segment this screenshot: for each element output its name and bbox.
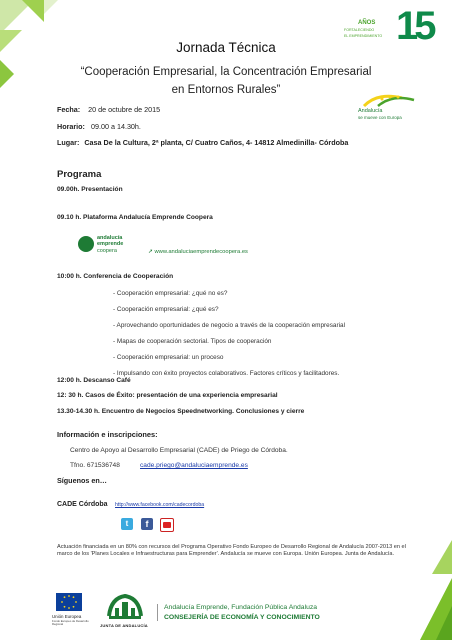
contact-phone: Tfno. 671536748 [70,462,120,469]
eu-flag-icon [56,593,82,611]
facebook-link[interactable]: http://www.facebook.com/cadecordoba [115,502,205,508]
footer-line2: CONSEJERÍA DE ECONOMÍA Y CONOCIMIENTO [164,614,320,621]
youtube-play-icon [163,522,171,528]
lugar-value: Casa De la Cultura, 2ª planta, C/ Cuatro Caños, 4- 14812 Almedinilla- Córdoba [84,138,349,147]
subtitle-line-1: “Cooperación Empresarial, la Concentración Empresarial [80,66,372,78]
subtitle-line-2: en Entornos Rurales” [171,84,281,96]
contact-heading: Información e inscripciones: [57,430,158,439]
andalucia-logo-line2: se mueve con Europa [358,115,402,120]
coopera-logo-line1: andalucía [97,235,123,241]
coopera-logo [78,234,138,258]
horario-value: 09.00 a 14.30h. [90,122,141,131]
andalucia-logo-line1: Andalucía [358,108,383,114]
cade-cordoba-label: CADE Córdoba [57,501,108,508]
eu-logo [52,593,92,633]
subitem-5: - Cooperación empresarial: un proceso [113,354,224,361]
programa-heading: Programa [57,169,102,180]
junta-label: JUNTA DE ANDALUCÍA [100,623,148,628]
program-item-encuentro: 13.30-14.30 h. Encuentro de Negocios Speednetworking. Conclusiones y cierre [57,408,305,415]
coopera-circle-icon [78,236,94,252]
contact-center: Centro de Apoyo al Desarrollo Empresarial (CADE) de Priego de Córdoba. [70,447,288,454]
anos-number: 15 [396,4,433,48]
cade-cordoba-row [57,493,204,511]
stars-icon [358,94,418,108]
anos-line1: FORTALECIENDO [344,28,375,32]
eu-logo-line2: Fondo Europeo de Desarrollo Regional [52,619,89,627]
lugar-label: Lugar: [57,138,80,147]
info-lugar [57,138,348,147]
junta-logo [100,592,150,634]
subitem-2: - Cooperación empresarial: ¿qué es? [113,306,219,313]
youtube-icon[interactable] [160,518,174,532]
info-horario [57,122,141,131]
footer-org [157,604,320,621]
program-item-plataforma: 09.10 h. Plataforma Andalucía Emprende Coopera [57,214,213,221]
fecha-value: 20 de octubre de 2015 [88,105,161,114]
funding-footnote: Actuación financiada en un 80% con recursos del Programa Operativo Fondo Europeo de Desarrollo Regional de Andalucía 2007-2013 en el marco de los 'Planes Locales e Infraestructuras para Emprender'. Andalucía se mueve con Europa. Unión Europea. Junta de Andalucía. [57,544,406,558]
coopera-url[interactable] [148,249,248,255]
program-item-casos: 12: 30 h. Casos de Éxito: presentación de una experiencia empresarial [57,392,278,399]
junta-emblem-icon [107,592,143,620]
anos-label: AÑOS [358,20,376,26]
horario-label: Horario: [57,122,85,131]
subitem-3: - Aprovechando oportunidades de negocio a través de la cooperación empresarial [113,322,345,329]
anos-line2: EL EMPRENDIMIENTO [344,34,383,38]
contact-email-link[interactable]: cade.priego@andaluciaemprende.es [140,462,248,469]
fecha-label: Fecha: [57,105,81,114]
subitem-4: - Mapas de cooperación sectorial. Tipos de cooperación [113,338,272,345]
coopera-url-text: www.andaluciaemprendecoopera.es [154,249,248,255]
andalucia-europa-logo [358,94,418,124]
coopera-logo-line2: emprende [97,241,124,247]
coopera-logo-line3: coopera [97,248,117,254]
program-item-conferencia: 10:00 h. Conferencia de Cooperación [57,273,174,280]
page-title: Jornada Técnica [176,40,276,55]
info-fecha [57,105,160,114]
facebook-icon[interactable]: f [141,518,153,530]
subitem-6: - Impulsando con éxito proyectos colaborativos. Factores críticos y facilitadores. [113,370,340,377]
program-item-presentacion: 09.00h. Presentación [57,186,123,193]
twitter-icon[interactable]: t [121,518,133,530]
eu-logo-line1: Unión Europea [52,614,82,619]
subitem-1: - Cooperación empresarial: ¿qué no es? [113,290,228,297]
program-item-descanso: 12:00 h. Descanso Café [57,377,131,384]
siguenos-heading: Síguenos en… [57,476,107,485]
coopera-arrow-icon: ➚ [148,249,153,255]
footer-line1: Andalucía Emprende, Fundación Pública Andaluza [164,604,318,611]
